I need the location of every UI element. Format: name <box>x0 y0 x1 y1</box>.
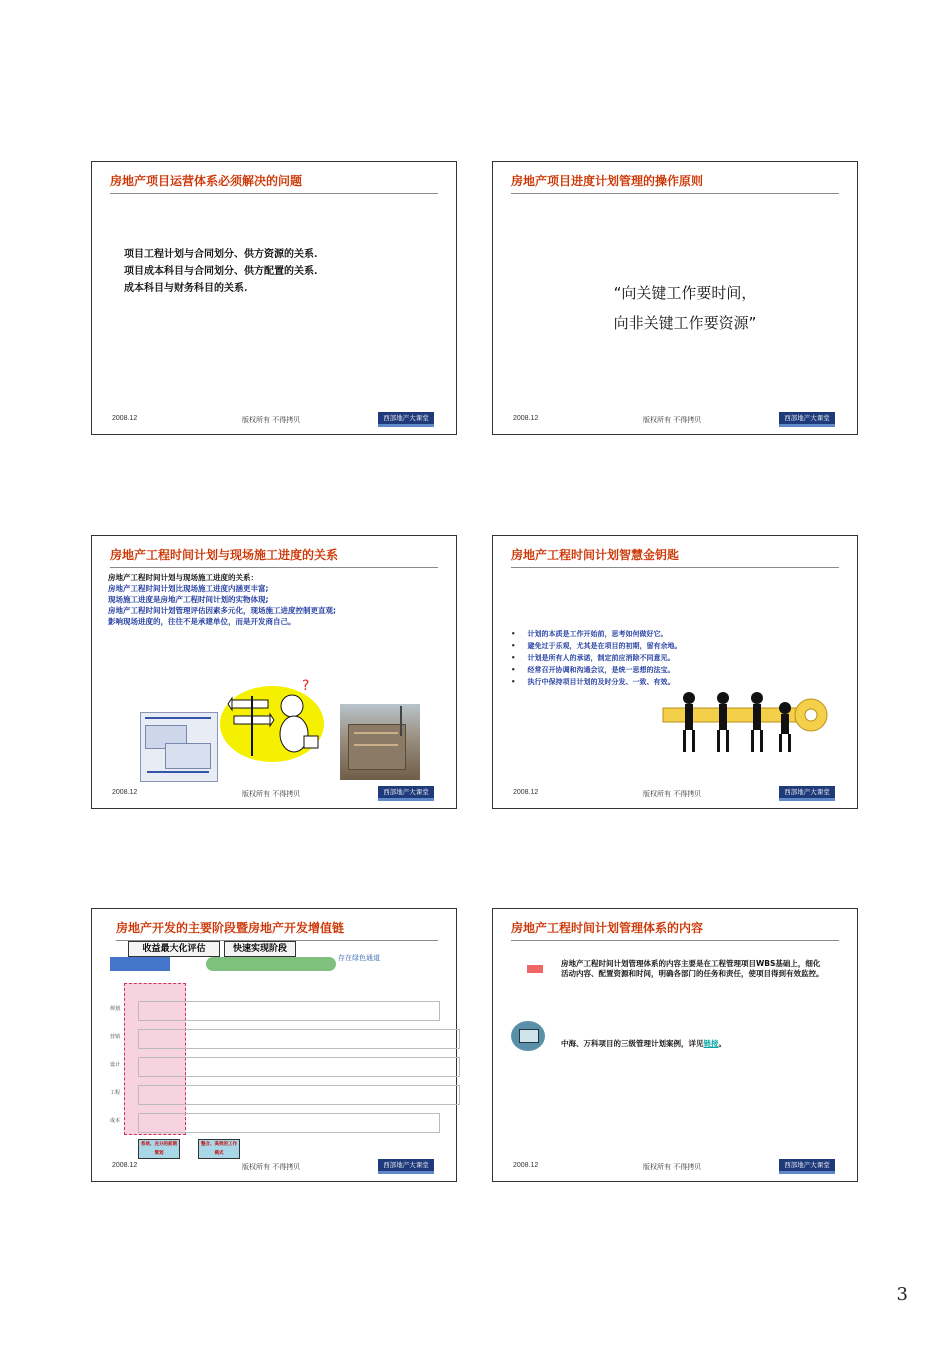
row-label: 工程 <box>110 1090 121 1096</box>
brand-logo: 西部地产大课堂 <box>378 412 434 427</box>
row-label: 营销 <box>110 1034 121 1040</box>
brand-logo: 西部地产大课堂 <box>378 786 434 801</box>
footer-copyright: 版权所有 不得拷贝 <box>242 416 301 424</box>
brand-logo: 西部地产大课堂 <box>779 786 835 801</box>
bullet-item: • 避免过于乐观，尤其是在项目的初期，留有余地。 <box>511 640 681 652</box>
row-label: 成本 <box>110 1118 121 1124</box>
confused-person-illustration <box>220 676 330 766</box>
brand-logo: 西部地产大课堂 <box>779 412 835 427</box>
footer-date: 2008.12 <box>112 789 138 796</box>
body-line: 房地产工程时间计划比现场施工进度内涵更丰富; <box>108 584 269 593</box>
slide-6 <box>492 908 858 1182</box>
case-period: 。 <box>718 1039 726 1048</box>
slide-footer <box>493 1159 857 1175</box>
slide-footer <box>92 1159 456 1175</box>
case-text: 中海、万科项目的三级管理计划案例，详见 <box>561 1039 704 1048</box>
slide-2 <box>492 161 858 435</box>
slide-title: 房地产工程时间计划与现场施工进度的关系 <box>110 546 438 568</box>
brand-logo: 西部地产大课堂 <box>779 1159 835 1174</box>
body-lead: 房地产工程时间计划与现场施工进度的关系： <box>108 573 258 582</box>
phase-tag: 快速实现阶段 <box>224 941 296 957</box>
value-chain-diagram <box>108 939 454 1163</box>
slide-title: 房地产工程时间计划管理体系的内容 <box>511 919 839 941</box>
slide-title: 房地产开发的主要阶段暨房地产开发增值链 <box>116 919 438 941</box>
slide-5 <box>91 908 457 1182</box>
golden-key-people-illustration <box>653 686 833 758</box>
slide-paragraph: 房地产工程时间计划管理体系的内容主要是在工程管理项目WBS基础上，细化活动内容、配置资源和时间，明确各部门的任务和责任，使项目得到有效监控。 <box>561 959 824 978</box>
quote-line: “向关键工作要时间， <box>613 284 757 302</box>
brand-logo: 西部地产大课堂 <box>378 1159 434 1174</box>
bullet-item: • 计划的本质是工作开始前，思考如何做好它。 <box>511 628 681 640</box>
slide-1 <box>91 161 457 435</box>
slide-body <box>108 572 336 627</box>
slide-4 <box>492 535 858 809</box>
footer-copyright: 版权所有 不得拷贝 <box>643 790 702 798</box>
case-reference <box>561 1039 726 1049</box>
green-channel-label: 存在绿色通道 <box>338 954 380 962</box>
slide-footer <box>493 786 857 802</box>
construction-site-photo <box>340 704 420 780</box>
footer-date: 2008.12 <box>513 415 539 422</box>
page-number: 3 <box>896 1284 908 1305</box>
slide-footer <box>92 412 456 428</box>
slide-title: 房地产项目运营体系必须解决的问题 <box>110 172 438 194</box>
footer-copyright: 版权所有 不得拷贝 <box>242 790 301 798</box>
footer-date: 2008.12 <box>112 1162 138 1169</box>
phase-tag: 收益最大化评估 <box>128 941 220 957</box>
footer-copyright: 版权所有 不得拷贝 <box>242 1163 301 1171</box>
body-line: 影响现场进度的，往往不是承建单位，而是开发商自己。 <box>108 617 296 626</box>
book-icon <box>511 1021 545 1051</box>
body-line: 项目成本科目与合同划分、供方配置的关系. <box>124 266 318 277</box>
slide-footer <box>92 786 456 802</box>
footer-date: 2008.12 <box>513 789 539 796</box>
slide-title: 房地产工程时间计划智慧金钥匙 <box>511 546 839 568</box>
footer-date: 2008.12 <box>513 1162 539 1169</box>
slide-footer <box>493 412 857 428</box>
row-label: 设计 <box>110 1062 121 1068</box>
svg-text:?: ? <box>302 678 310 694</box>
body-line: 房地产工程时间计划管理评估因素多元化，现场施工进度控制更直观; <box>108 606 336 615</box>
planning-box: 系统、充分的前期策划 <box>138 1139 180 1159</box>
workflow-box: 整合、高效的工作模式 <box>198 1139 240 1159</box>
pointer-icon <box>527 965 543 973</box>
bullet-item: • 执行中保持项目计划的及时分发、一致、有效。 <box>511 676 681 688</box>
body-line: 成本科目与财务科目的关系. <box>124 283 248 294</box>
slide-3 <box>91 535 457 809</box>
bullet-item: • 计划是所有人的承诺，制定前应消除不同意见。 <box>511 652 681 664</box>
footer-copyright: 版权所有 不得拷贝 <box>643 416 702 424</box>
footer-copyright: 版权所有 不得拷贝 <box>643 1163 702 1171</box>
footer-date: 2008.12 <box>112 415 138 422</box>
bullet-list <box>511 628 681 688</box>
case-link[interactable]: 链接 <box>703 1039 719 1048</box>
body-line: 现场施工进度是房地产工程时间计划的实物体现; <box>108 595 269 604</box>
quote-line: 向非关键工作要资源” <box>613 314 757 332</box>
schedule-screenshot-image <box>140 712 218 782</box>
slide-body <box>124 246 317 297</box>
bullet-item: • 经常召开协调和沟通会议，是统一思想的法宝。 <box>511 664 681 676</box>
body-line: 项目工程计划与合同划分、供方资源的关系. <box>124 249 318 260</box>
row-label: 规划 <box>110 1006 121 1012</box>
slide-quote <box>553 278 817 338</box>
slide-title: 房地产项目进度计划管理的操作原则 <box>511 172 839 194</box>
